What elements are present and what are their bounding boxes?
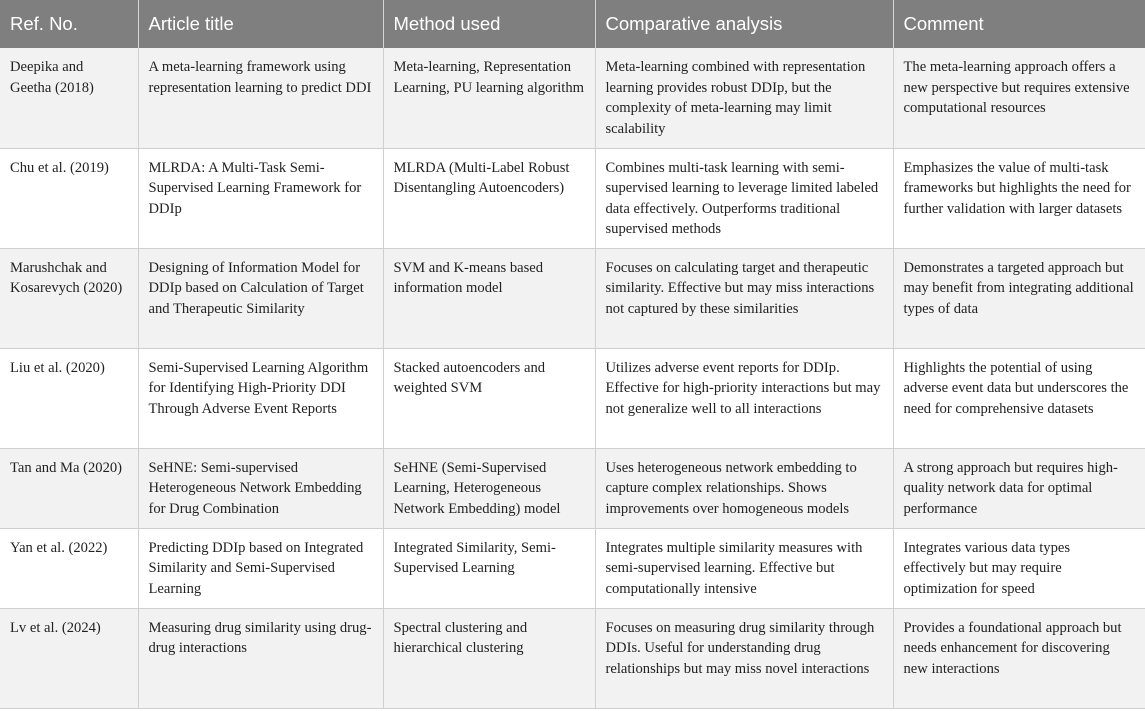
cell-comment: Emphasizes the value of multi-task frameworks but highlights the need for further validation with larger datasets xyxy=(893,148,1145,248)
header-comparative-analysis: Comparative analysis xyxy=(595,0,893,48)
header-ref-no: Ref. No. xyxy=(0,0,138,48)
table-row xyxy=(0,448,1145,528)
table-row xyxy=(0,608,1145,708)
cell-analysis: Combines multi-task learning with semi-supervised learning to leverage limited labeled data effectively. Outperforms traditional supervised methods xyxy=(595,148,893,248)
table-row xyxy=(0,528,1145,608)
table-row xyxy=(0,248,1145,348)
cell-title: Semi-Supervised Learning Algorithm for Identifying High-Priority DDI Through Adverse Event Reports xyxy=(138,348,383,448)
cell-title: A meta-learning framework using representation learning to predict DDI xyxy=(138,48,383,148)
table-row xyxy=(0,148,1145,248)
cell-analysis: Focuses on measuring drug similarity through DDIs. Useful for understanding drug relationships but may miss novel interactions xyxy=(595,608,893,708)
header-comment: Comment xyxy=(893,0,1145,48)
cell-ref: Yan et al. (2022) xyxy=(0,528,138,608)
header-method-used: Method used xyxy=(383,0,595,48)
cell-ref: Deepika and Geetha (2018) xyxy=(0,48,138,148)
cell-title: SeHNE: Semi-supervised Heterogeneous Network Embedding for Drug Combination xyxy=(138,448,383,528)
cell-title: Predicting DDIp based on Integrated Similarity and Semi-Supervised Learning xyxy=(138,528,383,608)
cell-ref: Marushchak and Kosarevych (2020) xyxy=(0,248,138,348)
header-article-title: Article title xyxy=(138,0,383,48)
cell-method: Integrated Similarity, Semi-Supervised Learning xyxy=(383,528,595,608)
cell-method: SeHNE (Semi-Supervised Learning, Heterogeneous Network Embedding) model xyxy=(383,448,595,528)
cell-method: Spectral clustering and hierarchical clustering xyxy=(383,608,595,708)
table-row xyxy=(0,348,1145,448)
cell-analysis: Uses heterogeneous network embedding to capture complex relationships. Shows improvements over homogeneous models xyxy=(595,448,893,528)
cell-comment: A strong approach but requires high-quality network data for optimal performance xyxy=(893,448,1145,528)
cell-comment: Provides a foundational approach but needs enhancement for discovering new interactions xyxy=(893,608,1145,708)
cell-title: MLRDA: A Multi-Task Semi-Supervised Learning Framework for DDIp xyxy=(138,148,383,248)
cell-method: SVM and K-means based information model xyxy=(383,248,595,348)
cell-ref: Chu et al. (2019) xyxy=(0,148,138,248)
cell-analysis: Focuses on calculating target and therapeutic similarity. Effective but may miss interactions not captured by these similarities xyxy=(595,248,893,348)
cell-comment: Demonstrates a targeted approach but may benefit from integrating additional types of data xyxy=(893,248,1145,348)
cell-analysis: Integrates multiple similarity measures with semi-supervised learning. Effective but computationally intensive xyxy=(595,528,893,608)
cell-comment: Highlights the potential of using adverse event data but underscores the need for comprehensive datasets xyxy=(893,348,1145,448)
cell-method: MLRDA (Multi-Label Robust Disentangling Autoencoders) xyxy=(383,148,595,248)
cell-comment: The meta-learning approach offers a new perspective but requires extensive computational resources xyxy=(893,48,1145,148)
table-row xyxy=(0,48,1145,148)
cell-method: Meta-learning, Representation Learning, PU learning algorithm xyxy=(383,48,595,148)
cell-method: Stacked autoencoders and weighted SVM xyxy=(383,348,595,448)
cell-ref: Liu et al. (2020) xyxy=(0,348,138,448)
cell-comment: Integrates various data types effectively but may require optimization for speed xyxy=(893,528,1145,608)
cell-title: Measuring drug similarity using drug-drug interactions xyxy=(138,608,383,708)
cell-ref: Tan and Ma (2020) xyxy=(0,448,138,528)
cell-ref: Lv et al. (2024) xyxy=(0,608,138,708)
header-row xyxy=(0,0,1145,48)
cell-title: Designing of Information Model for DDIp based on Calculation of Target and Therapeutic Similarity xyxy=(138,248,383,348)
cell-analysis: Utilizes adverse event reports for DDIp. Effective for high-priority interactions but may not generalize well to all interactions xyxy=(595,348,893,448)
cell-analysis: Meta-learning combined with representation learning provides robust DDIp, but the complexity of meta-learning may limit scalability xyxy=(595,48,893,148)
